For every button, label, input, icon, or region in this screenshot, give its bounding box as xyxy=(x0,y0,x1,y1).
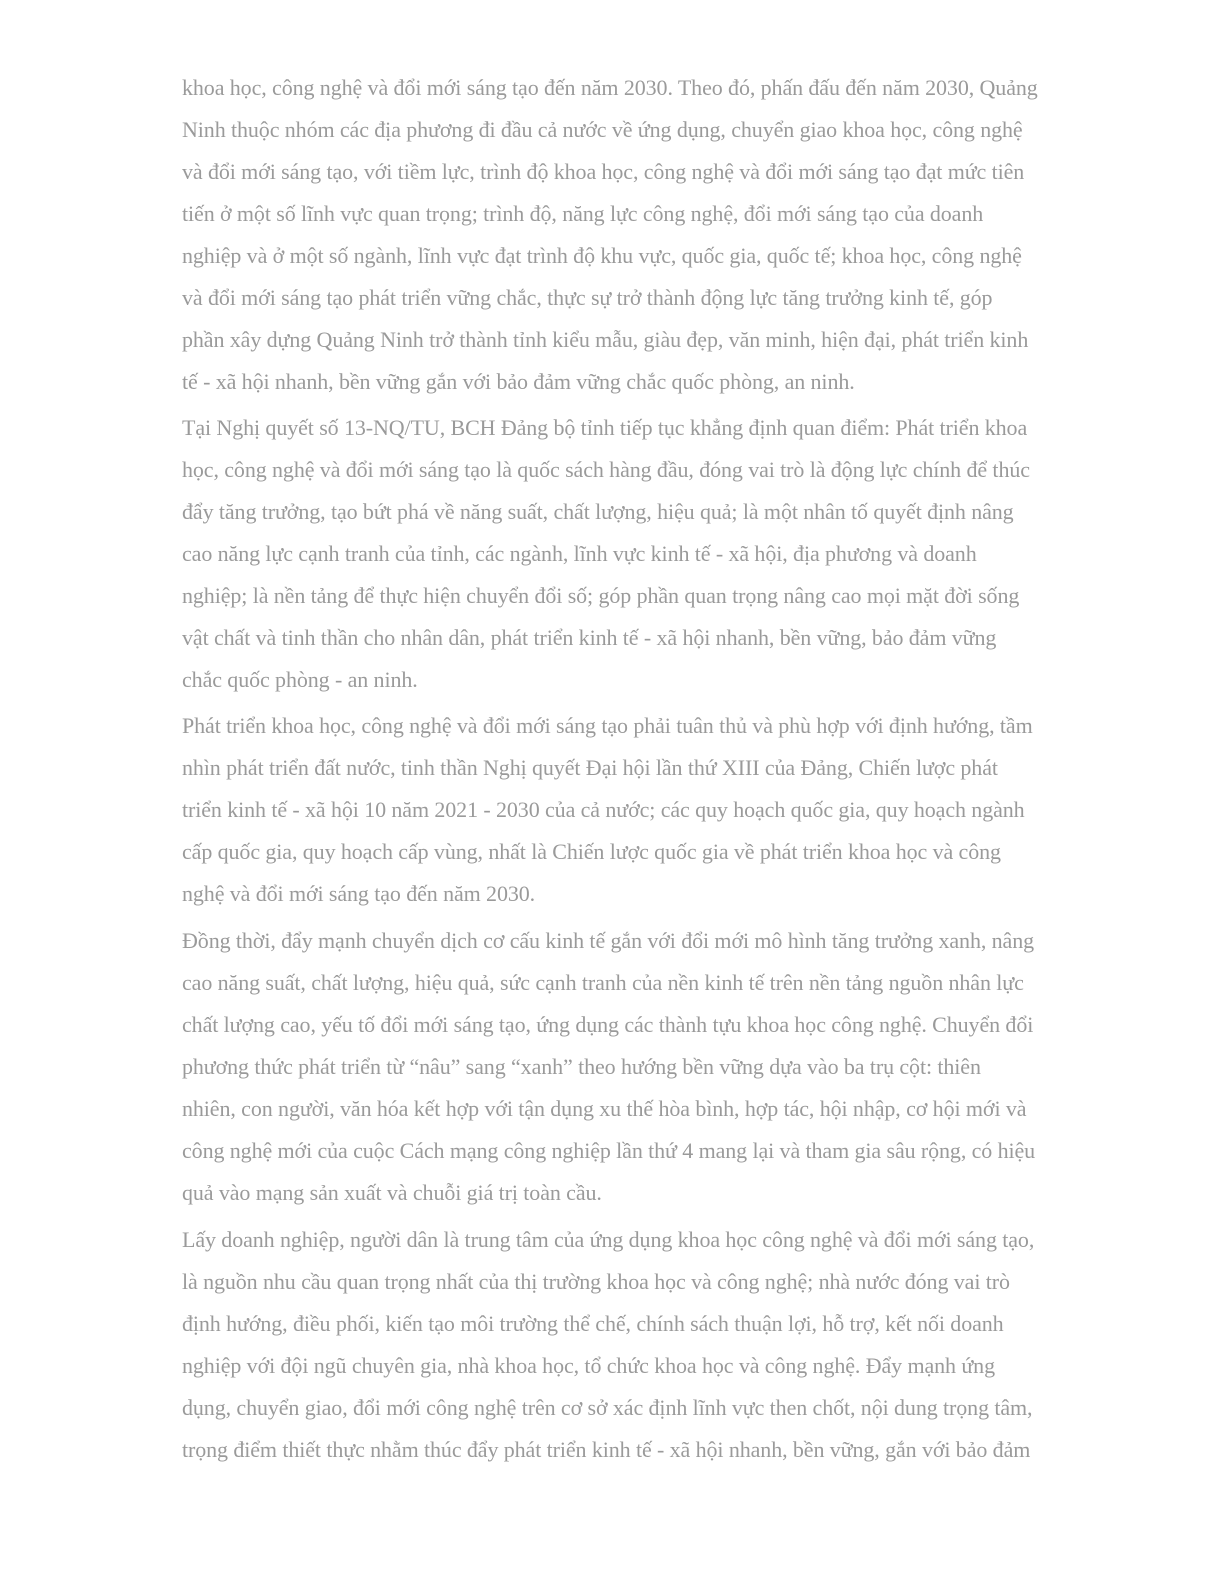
text-line: Tại Nghị quyết số 13-NQ/TU, BCH Đảng bộ tỉnh tiếp tục khẳng định quan điểm: Phát triển khoa xyxy=(182,415,1028,440)
text-line: vật chất và tinh thần cho nhân dân, phát triển kinh tế - xã hội nhanh, bền vững, bảo đảm vững xyxy=(182,625,997,650)
text-line: nghiệp; là nền tảng để thực hiện chuyển đổi số; góp phần quan trọng nâng cao mọi mặt đời sống xyxy=(182,583,1020,608)
text-line: tế - xã hội nhanh, bền vững gắn với bảo đảm vững chắc quốc phòng, an ninh. xyxy=(182,369,855,394)
text-line: công nghệ mới của cuộc Cách mạng công nghiệp lần thứ 4 mang lại và tham gia sâu rộng, có hiệu xyxy=(182,1138,1036,1163)
text-line: tiến ở một số lĩnh vực quan trọng; trình độ, năng lực công nghệ, đổi mới sáng tạo của doanh xyxy=(182,201,984,226)
text-line: là nguồn nhu cầu quan trọng nhất của thị trường khoa học và công nghệ; nhà nước đóng vai trò xyxy=(182,1269,1010,1294)
text-line: và đổi mới sáng tạo, với tiềm lực, trình độ khoa học, công nghệ và đổi mới sáng tạo đạt mức tiên xyxy=(182,159,1025,184)
text-line: Phát triển khoa học, công nghệ và đổi mới sáng tạo phải tuân thủ và phù hợp với định hướng, tầm xyxy=(182,713,1033,738)
text-line: nghiệp và ở một số ngành, lĩnh vực đạt trình độ khu vực, quốc gia, quốc tế; khoa học, công nghệ xyxy=(182,243,1022,268)
text-line: cấp quốc gia, quy hoạch cấp vùng, nhất là Chiến lược quốc gia về phát triển khoa học và công xyxy=(182,839,1001,864)
text-line: Đồng thời, đẩy mạnh chuyển dịch cơ cấu kinh tế gắn với đổi mới mô hình tăng trưởng xanh, nâng xyxy=(182,928,1035,953)
text-line: định hướng, điều phối, kiến tạo môi trường thể chế, chính sách thuận lợi, hỗ trợ, kết nối doanh xyxy=(182,1311,1004,1336)
text-line: nhiên, con người, văn hóa kết hợp với tận dụng xu thế hòa bình, hợp tác, hội nhập, cơ hội mới và xyxy=(182,1096,1027,1121)
text-line: nghiệp với đội ngũ chuyên gia, nhà khoa học, tổ chức khoa học và công nghệ. Đẩy mạnh ứng xyxy=(182,1353,995,1378)
text-line: quả vào mạng sản xuất và chuỗi giá trị toàn cầu. xyxy=(182,1180,602,1205)
text-line: cao năng suất, chất lượng, hiệu quả, sức cạnh tranh của nền kinh tế trên nền tảng nguồn nhân lực xyxy=(182,970,1024,995)
text-line: và đổi mới sáng tạo phát triển vững chắc, thực sự trở thành động lực tăng trưởng kinh tế, góp xyxy=(182,285,993,310)
text-line: nhìn phát triển đất nước, tinh thần Nghị quyết Đại hội lần thứ XIII của Đảng, Chiến lược phát xyxy=(182,755,998,780)
text-line: dụng, chuyển giao, đổi mới công nghệ trên cơ sở xác định lĩnh vực then chốt, nội dung trọng tâm, xyxy=(182,1395,1033,1420)
text-line: triển kinh tế - xã hội 10 năm 2021 - 2030 của cả nước; các quy hoạch quốc gia, quy hoạch ngành xyxy=(182,797,1025,822)
text-line: chắc quốc phòng - an ninh. xyxy=(182,667,418,692)
text-line: cao năng lực cạnh tranh của tỉnh, các ngành, lĩnh vực kinh tế - xã hội, địa phương và doanh xyxy=(182,541,977,566)
text-line: phương thức phát triển từ “nâu” sang “xanh” theo hướng bền vững dựa vào ba trụ cột: thiên xyxy=(182,1054,981,1079)
text-line: nghệ và đổi mới sáng tạo đến năm 2030. xyxy=(182,881,536,906)
text-line: chất lượng cao, yếu tố đổi mới sáng tạo, ứng dụng các thành tựu khoa học công nghệ. Chuyển đổi xyxy=(182,1012,1034,1037)
text-line: Ninh thuộc nhóm các địa phương đi đầu cả nước về ứng dụng, chuyển giao khoa học, công nghệ xyxy=(182,117,1023,142)
text-line: Lấy doanh nghiệp, người dân là trung tâm của ứng dụng khoa học công nghệ và đổi mới sáng tạo, xyxy=(182,1227,1035,1252)
text-line: khoa học, công nghệ và đổi mới sáng tạo đến năm 2030. Theo đó, phấn đấu đến năm 2030, Quảng xyxy=(182,75,1038,100)
text-line: học, công nghệ và đổi mới sáng tạo là quốc sách hàng đầu, đóng vai trò là động lực chính để thúc xyxy=(182,457,1030,482)
text-line: phần xây dựng Quảng Ninh trở thành tỉnh kiểu mẫu, giàu đẹp, văn minh, hiện đại, phát triển kinh xyxy=(182,327,1029,352)
text-line: trọng điểm thiết thực nhằm thúc đẩy phát triển kinh tế - xã hội nhanh, bền vững, gắn với bảo đảm xyxy=(182,1437,1031,1462)
text-line: đẩy tăng trưởng, tạo bứt phá về năng suất, chất lượng, hiệu quả; là một nhân tố quyết định nâng xyxy=(182,499,1014,524)
